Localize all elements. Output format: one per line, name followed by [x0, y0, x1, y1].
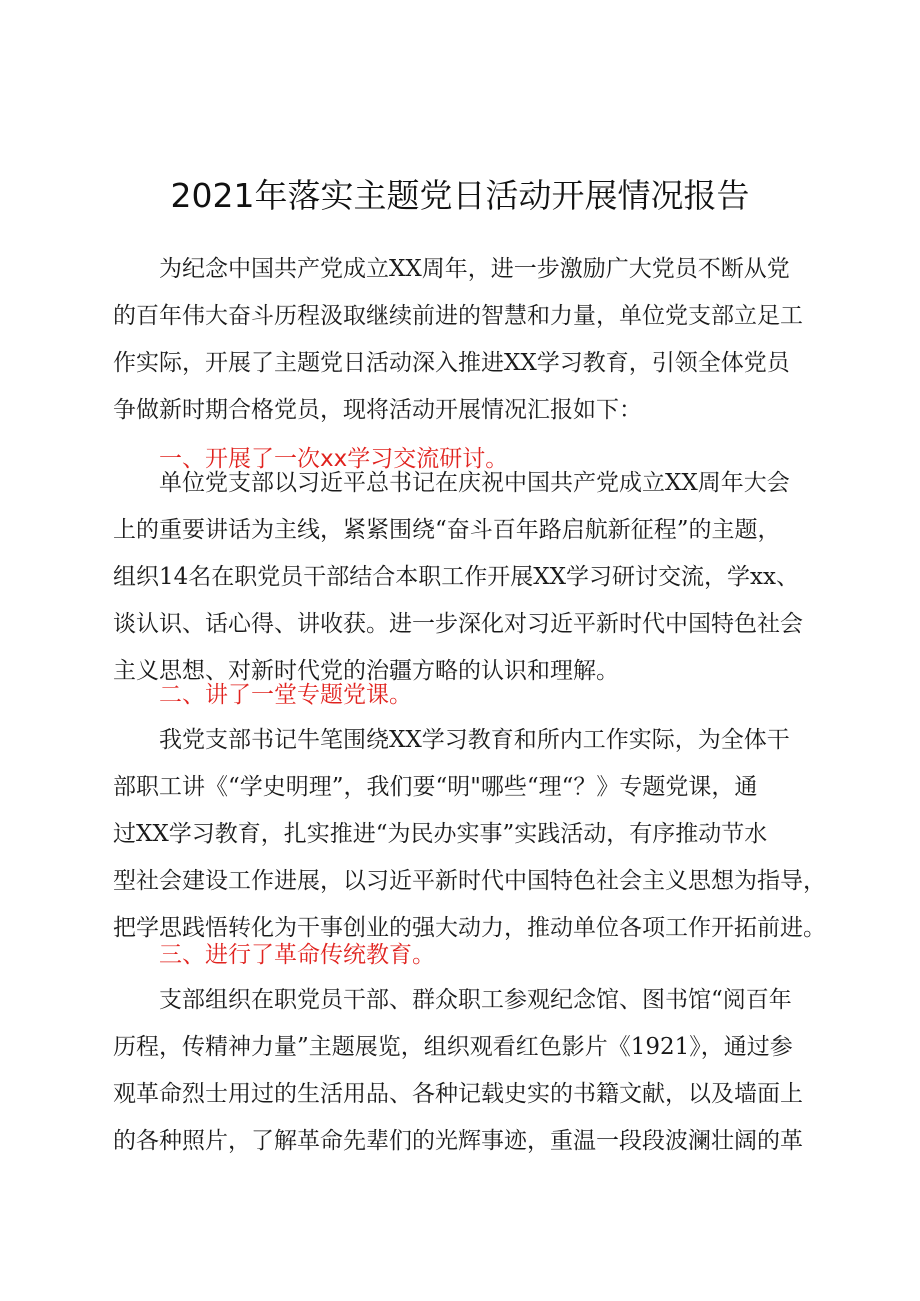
section-3-line: 观革命烈士用过的生活用品、各种记载史实的书籍文献，以及墙面上	[113, 1081, 803, 1107]
section-2-paragraph	[113, 717, 826, 952]
section-2-line: 型社会建设工作进展，以习近平新时代中国特色社会主义思想为指导，	[113, 868, 826, 894]
section-2-line: 把学思践悟转化为干事创业的强大动力，推动单位各项工作开拓前进。	[113, 915, 826, 941]
section-1-paragraph	[113, 460, 813, 695]
section-1-line: 上的重要讲话为主线，紧紧围绕“奋斗百年路启航新征程”的主题，	[113, 517, 781, 543]
section-1-line: 主义思想、对新时代党的治疆方略的认识和理解。	[113, 658, 619, 684]
section-2-heading: 二、讲了一堂专题党课。	[159, 682, 412, 708]
page-title: 2021年落实主题党日活动开展情况报告	[170, 176, 750, 215]
section-2-line: 部职工讲《“学史明理”，我们要“明"哪些“理“？》专题党课，通	[113, 774, 758, 800]
section-1-line: 谈认识、话心得、讲收获。进一步深化对习近平新时代中国特色社会	[113, 611, 803, 637]
section-2-line: 过XX学习教育，扎实推进“为民办实事”实践活动，有序推动节水	[113, 821, 768, 847]
intro-line: 争做新时期合格党员，现将活动开展情况汇报如下：	[113, 397, 642, 423]
intro-line: 作实际，开展了主题党日活动深入推进XX学习教育，引领全体党员	[113, 350, 790, 376]
section-1-line: 组织14名在职党员干部结合本职工作开展XX学习研讨交流，学xx、	[113, 564, 799, 590]
section-3-paragraph	[113, 977, 813, 1165]
section-3-line: 支部组织在职党员干部、群众职工参观纪念馆、图书馆“阅百年	[159, 987, 792, 1013]
section-3-heading: 三、进行了革命传统教育。	[159, 942, 435, 968]
intro-line: 为纪念中国共产党成立XX周年，进一步激励广大党员不断从党	[159, 256, 790, 282]
section-3-line: 历程，传精神力量”主题展览，组织观看红色影片《1921》，通过参	[113, 1034, 793, 1060]
section-1-heading: 一、开展了一次xx学习交流研讨。	[159, 446, 509, 472]
section-1-line: 单位党支部以习近平总书记在庆祝中国共产党成立XX周年大会	[159, 470, 790, 496]
section-2-line: 我党支部书记牛笔围绕XX学习教育和所内工作实际，为全体干	[159, 727, 790, 753]
intro-paragraph	[113, 246, 813, 434]
section-3-line: 的各种照片，了解革命先辈们的光辉事迹，重温一段段波澜壮阔的革	[113, 1128, 803, 1154]
intro-line: 的百年伟大奋斗历程汲取继续前进的智慧和力量，单位党支部立足工	[113, 303, 803, 329]
